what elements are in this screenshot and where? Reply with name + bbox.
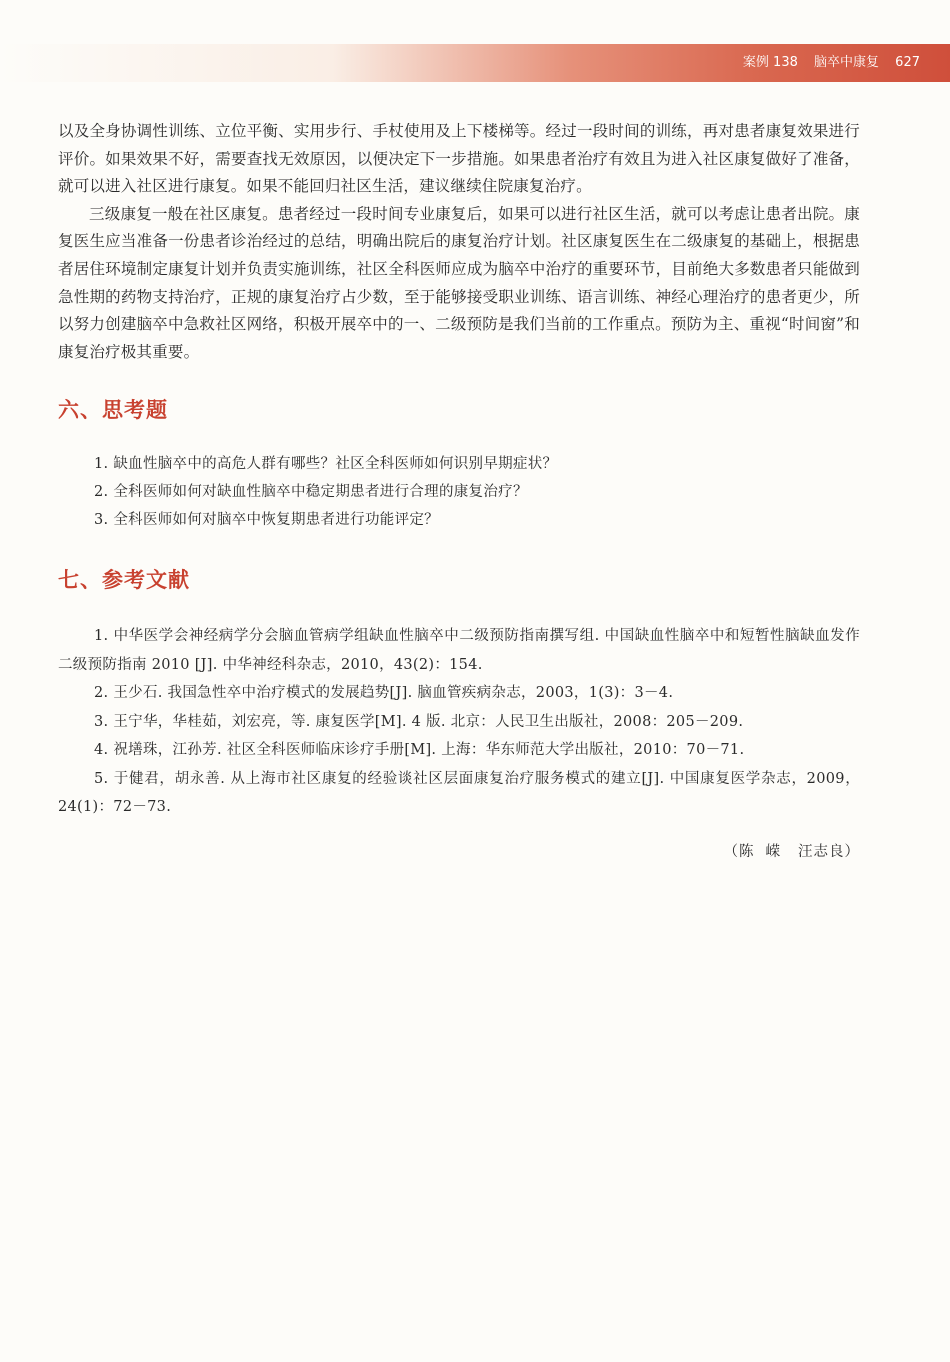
reference-list: [58, 622, 860, 822]
reference-item-1: 1. 中华医学会神经病学分会脑血管病学组缺血性脑卒中二级预防指南撰写组. 中国缺血性脑卒中和短暂性脑缺血发作二级预防指南 2010 [J]. 中华神经科杂志，2010，43(2)：154.: [58, 628, 860, 673]
author-signature: （陈 嵘 汪志良）: [723, 843, 860, 860]
running-header: [0, 44, 950, 82]
question-list: [58, 450, 860, 534]
section-heading-questions: 六、思考题: [58, 397, 168, 423]
reference-item-4: 4. 祝墡珠，江孙芳. 社区全科医师临床诊疗手册[M]. 上海：华东师范大学出版社，2010：70－71.: [94, 742, 745, 759]
body-paragraph-2: 三级康复一般在社区康复。患者经过一段时间专业康复后，如果可以进行社区生活，就可以考虑让患者出院。康复医生应当准备一份患者诊治经过的总结，明确出院后的康复治疗计划。社区康复医生在二级康复的基础上，根据患者居住环境制定康复计划并负责实施训练，社区全科医师应成为脑卒中治疗的重要环节，目前绝大多数患者只能做到急性期的药物支持治疗，正规的康复治疗占少数，至于能够接受职业训练、语言训练、神经心理治疗的患者更少，所以努力创建脑卒中急救社区网络，积极开展卒中的一、二级预防是我们当前的工作重点。预防为主、重视“时间窗”和康复治疗极其重要。: [58, 204, 860, 361]
section-heading-references: 七、参考文献: [58, 567, 190, 593]
header-page-number: 627: [895, 55, 920, 70]
question-item-1: 1. 缺血性脑卒中的高危人群有哪些？社区全科医师如何识别早期症状？: [94, 456, 558, 473]
header-text: [731, 44, 920, 82]
question-item-3: 3. 全科医师如何对脑卒中恢复期患者进行功能评定？: [94, 512, 439, 529]
page-content: [58, 118, 860, 861]
question-item-2: 2. 全科医师如何对缺血性脑卒中稳定期患者进行合理的康复治疗？: [94, 484, 528, 501]
reference-item-5: 5. 于健君，胡永善. 从上海市社区康复的经验谈社区层面康复治疗服务模式的建立[J]. 中国康复医学杂志，2009，24(1)：72－73.: [58, 770, 860, 816]
reference-item-3: 3. 王宁华，华桂茹，刘宏亮，等. 康复医学[M]. 4 版. 北京：人民卫生出版社，2008：205－209.: [94, 713, 744, 730]
header-chapter-title: 脑卒中康复: [814, 55, 880, 70]
reference-item-2: 2. 王少石. 我国急性卒中治疗模式的发展趋势[J]. 脑血管疾病杂志，2003，1(3)：3－4.: [94, 685, 674, 702]
body-paragraph-1: 以及全身协调性训练、立位平衡、实用步行、手杖使用及上下楼梯等。经过一段时间的训练，再对患者康复效果进行评价。如果效果不好，需要查找无效原因，以便决定下一步措施。如果患者治疗有效且为进入社区康复做好了准备，就可以进入社区进行康复。如果不能回归社区生活，建议继续住院康复治疗。: [58, 122, 860, 196]
header-case-label: 案例 138: [742, 55, 798, 70]
